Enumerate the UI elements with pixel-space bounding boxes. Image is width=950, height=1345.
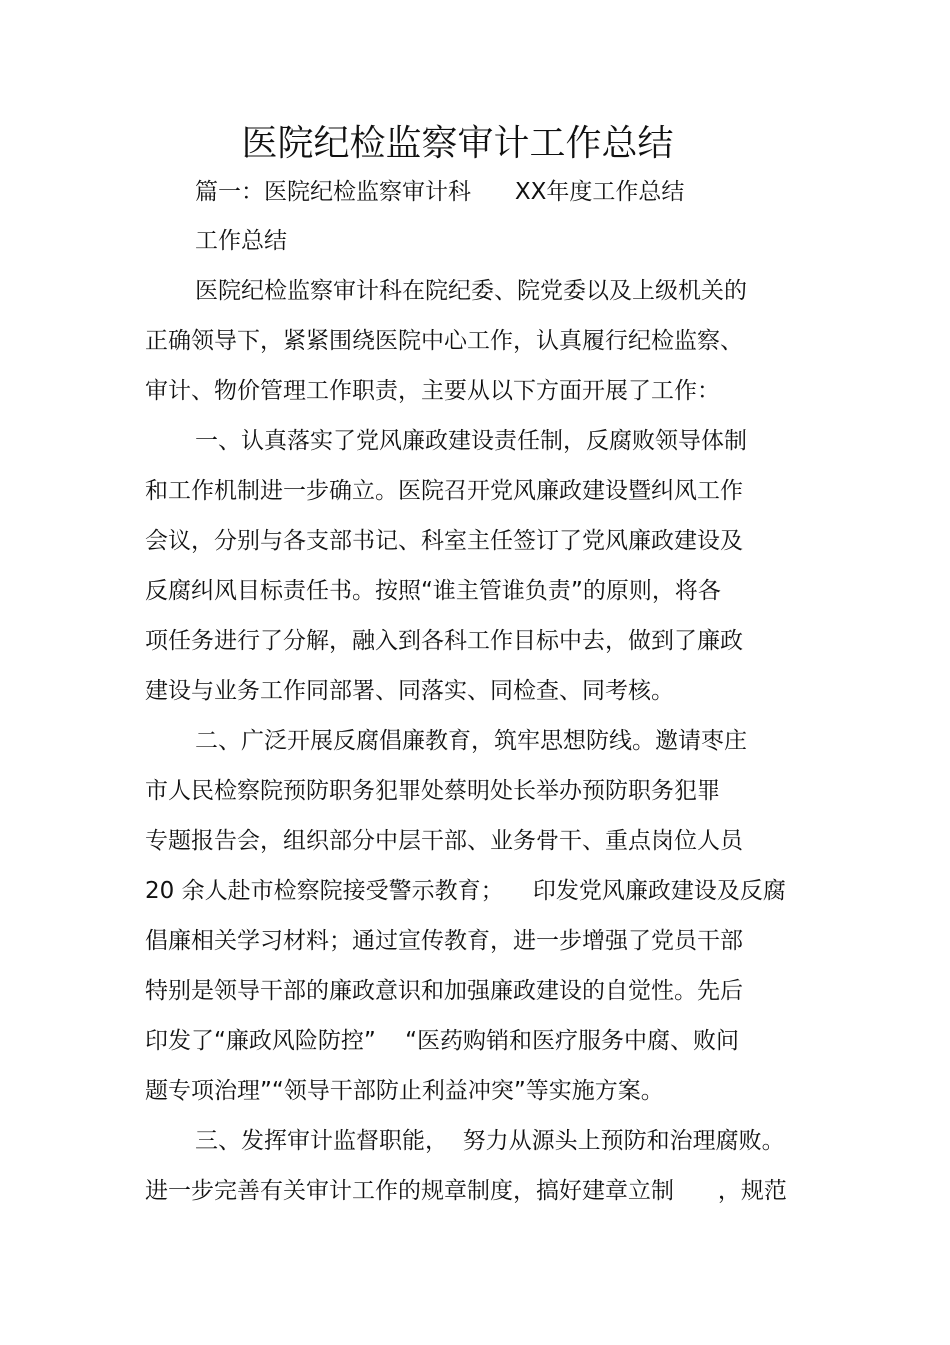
body-line: 会议，分别与各支部书记、科室主任签订了党风廉政建设及	[145, 528, 743, 554]
body-line: 正确领导下，紧紧围绕医院中心工作，认真履行纪检监察、	[145, 328, 743, 354]
body-line: 进一步完善有关审计工作的规章制度，搞好建章立制 ，规范	[145, 1178, 787, 1204]
document-title: 医院纪检监察审计工作总结	[241, 123, 674, 164]
body-line: 三、发挥审计监督职能， 努力从源头上预防和治理腐败。	[195, 1128, 785, 1154]
body-line: 反腐纠风目标责任书。按照“谁主管谁负责”的原则，将各	[145, 578, 721, 604]
section-heading: 工作总结	[195, 228, 287, 254]
body-line: 题专项治理”“领导干部防止利益冲突”等实施方案。	[145, 1078, 664, 1104]
body-line: 20 余人赴市检察院接受警示教育； 印发党风廉政建设及反腐	[145, 878, 786, 904]
body-line: 特别是领导干部的廉政意识和加强廉政建设的自觉性。先后	[145, 978, 743, 1004]
body-line: 审计、物价管理工作职责，主要从以下方面开展了工作：	[145, 378, 720, 404]
body-line: 医院纪检监察审计科在院纪委、院党委以及上级机关的	[195, 278, 747, 304]
body-line: 倡廉相关学习材料；通过宣传教育，进一步增强了党员干部	[145, 928, 743, 954]
body-line: 项任务进行了分解，融入到各科工作目标中去，做到了廉政	[145, 628, 743, 654]
body-line: 专题报告会，组织部分中层干部、业务骨干、重点岗位人员	[145, 828, 743, 854]
body-line: 市人民检察院预防职务犯罪处蔡明处长举办预防职务犯罪	[145, 778, 720, 804]
body-line: 二、广泛开展反腐倡廉教育，筑牢思想防线。邀请枣庄	[195, 728, 747, 754]
body-line: 一、认真落实了党风廉政建设责任制，反腐败领导体制	[195, 428, 747, 454]
document-subtitle: 篇一：医院纪检监察审计科 XX年度工作总结	[195, 179, 685, 205]
body-line: 建设与业务工作同部署、同落实、同检查、同考核。	[145, 678, 674, 704]
body-line: 和工作机制进一步确立。医院召开党风廉政建设暨纠风工作	[145, 478, 743, 504]
body-line: 印发了“廉政风险防控” “医药购销和医疗服务中腐、败问	[145, 1028, 739, 1054]
